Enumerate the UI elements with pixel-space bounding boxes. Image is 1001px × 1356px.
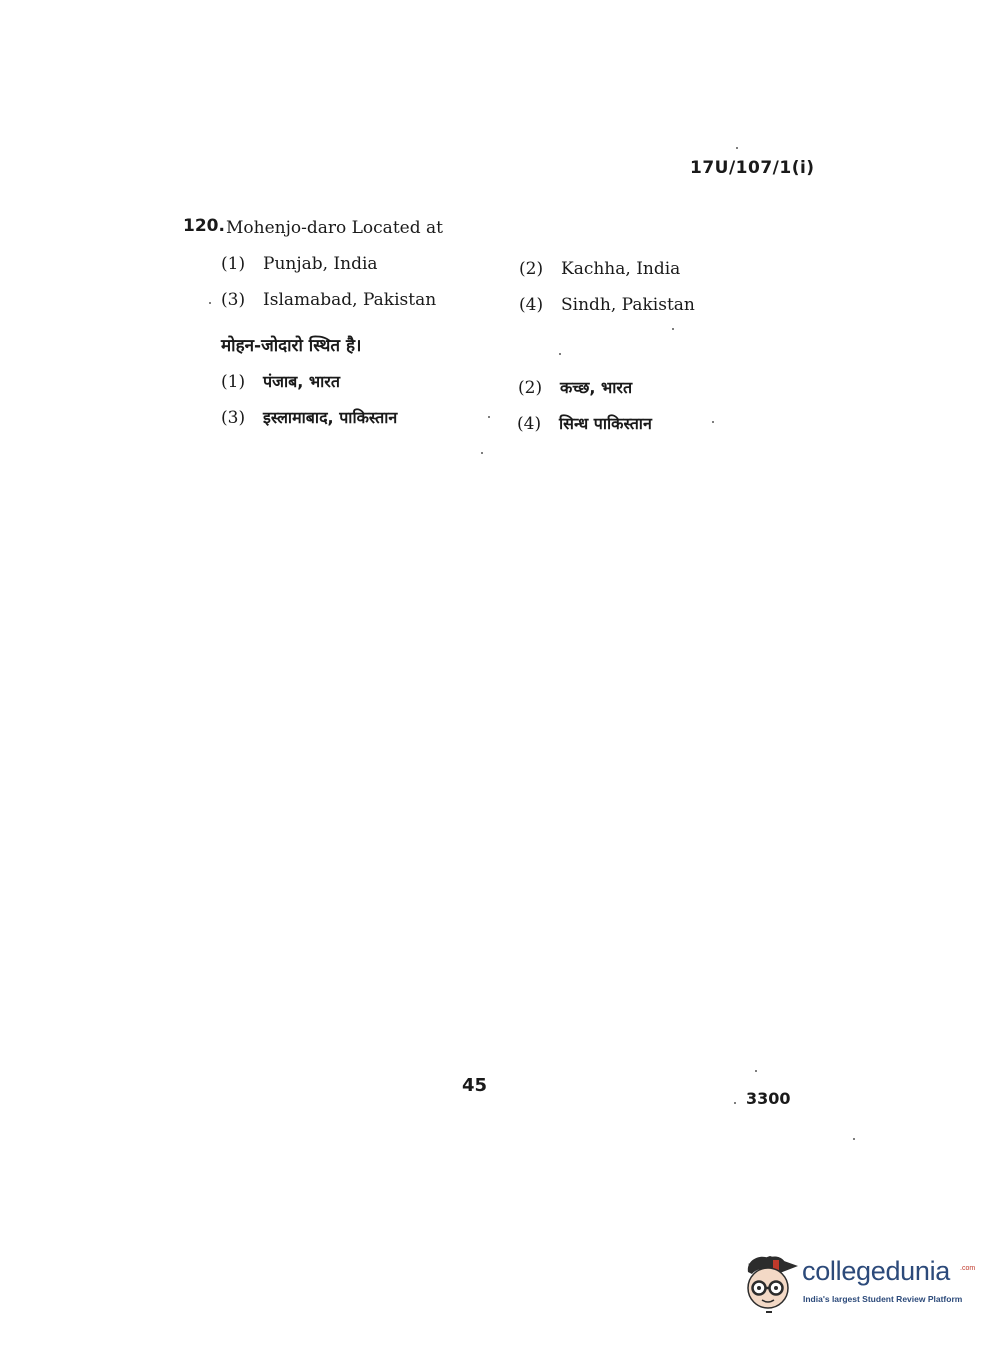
option-hi-2: [518, 376, 632, 398]
option-text: Punjab, India: [263, 254, 378, 274]
option-text: Kachha, India: [561, 259, 681, 279]
option-en-3: [221, 290, 436, 310]
option-text: इस्लामाबाद, पाकिस्तान: [263, 408, 398, 427]
scan-speck: [734, 1102, 736, 1104]
brand-name: collegedunia: [802, 1256, 951, 1286]
mascot-logo-icon: [742, 1250, 800, 1316]
footer-total: 3300: [746, 1089, 791, 1108]
scan-speck: [755, 1070, 757, 1072]
option-number: (4): [519, 295, 544, 315]
scan-speck: [488, 416, 490, 418]
option-text: Sindh, Pakistan: [561, 295, 695, 315]
option-number: (2): [519, 259, 544, 279]
brand-domain: .com: [960, 1265, 976, 1272]
brand-tagline: India's largest Student Review Platform: [803, 1294, 963, 1304]
scan-speck: [672, 328, 674, 330]
scan-speck: [853, 1138, 855, 1140]
paper-code: 17U/107/1(i): [690, 158, 815, 178]
scan-speck: [209, 302, 211, 304]
option-hi-1: [221, 370, 340, 392]
option-hi-4: [517, 412, 652, 434]
option-text: सिन्ध पाकिस्तान: [559, 414, 652, 433]
collegedunia-watermark: [742, 1248, 976, 1318]
scan-speck: [712, 421, 714, 423]
scan-speck: [559, 353, 561, 355]
option-text: Islamabad, Pakistan: [263, 290, 437, 310]
option-text: पंजाब, भारत: [263, 372, 340, 391]
page-number: 45: [462, 1075, 488, 1096]
option-hi-3: [221, 406, 397, 428]
option-number: (1): [221, 372, 246, 392]
option-en-4: [519, 295, 695, 315]
question-text-hindi: मोहन-जोदारो स्थित है।: [221, 336, 362, 356]
scan-speck: [736, 147, 738, 149]
question-number: 120.: [183, 216, 225, 236]
option-en-1: [221, 254, 378, 274]
option-number: (4): [517, 414, 542, 434]
option-number: (3): [221, 290, 246, 310]
option-en-2: [519, 259, 680, 279]
option-text: कच्छ, भारत: [560, 378, 633, 397]
option-number: (1): [221, 254, 246, 274]
scan-speck: [481, 452, 483, 454]
option-number: (3): [221, 408, 246, 428]
option-number: (2): [518, 378, 543, 398]
question-text: Mohenjo-daro Located at: [226, 218, 443, 238]
